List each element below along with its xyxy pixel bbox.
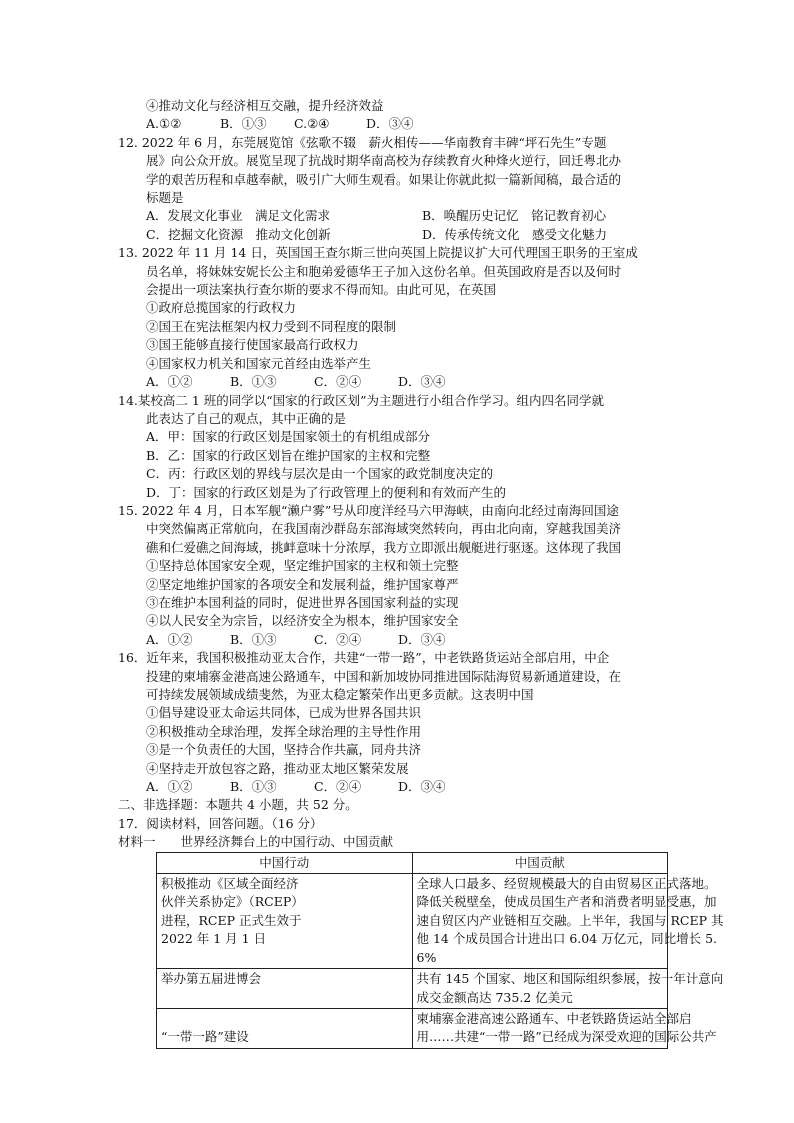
q14-option-b: B．乙：国家的行政区划旨在维护国家的主权和完整 (146, 447, 431, 463)
table-cell-contribution (412, 874, 724, 969)
cell-line: 进程，RCEP 正式生效于 (161, 912, 302, 928)
q13-option-b: B．①③ (230, 374, 277, 390)
q15-options (118, 631, 678, 649)
cell-line: 他 14 个成员国合计进出口 6.04 万亿元，同比增长 5. (416, 931, 718, 947)
q14-option-d: D．丁：国家的行政区划是为了行政管理上的便利和有效而产生的 (146, 484, 507, 500)
question-13 (118, 244, 678, 391)
q15-line: 15. 2022 年 4 月，日本军舰“濑户雾”号从印度洋经马六甲海峡，由南向北经过南海回国途 (118, 502, 619, 518)
q15-item-4: ④以人民安全为宗旨，以经济安全为根本，维护国家安全 (146, 613, 459, 629)
cell-line: 6% (416, 949, 437, 965)
cell-line: 2022 年 1 月 1 日 (161, 931, 267, 947)
q16-item-4: ④坚持走开放包容之路，推动亚太地区繁荣发展 (146, 760, 409, 776)
cell-line: “一带一路”建设 (161, 1029, 249, 1045)
q12-line: 学的艰苦历程和卓越奉献，吸引广大师生观看。如果让你就此拟一篇新闻稿，最合适的 (146, 171, 622, 187)
cell-line: 柬埔寨金港高速公路通车、中老铁路货运站全部启 (416, 1010, 692, 1026)
q13-option-a: A．①② (146, 374, 193, 390)
q11-option-c: C.②④ (294, 116, 330, 132)
q14-line: 14.某校高二 1 班的同学以“国家的行政区划”为主题进行小组合作学习。组内四名同学就 (118, 392, 605, 408)
q13-line: 13. 2022 年 11 月 14 日，英国国王查尔斯三世向英国上院提议扩大可代理国王职务的王室成 (118, 245, 638, 261)
q16-item-1: ①倡导建设亚太命运共同体，已成为世界各国共识 (146, 705, 422, 721)
table-row (157, 1008, 668, 1048)
q12-line: 展》向公众开放。展览呈现了抗战时期华南高校为存续教育火种烽火逆行，回迁粤北办 (146, 153, 622, 169)
cell-line: 降低关税壁垒，使成员国生产者和消费者明显受惠，加 (416, 894, 717, 910)
cell-line: 伙伴关系协定》（RCEP） (161, 894, 304, 910)
q12-option-a: A．发展文化事业 满足文化需求 (146, 208, 331, 224)
table-row (157, 969, 668, 1009)
q11-item-4: ④推动文化与经济相互交融，提升经济效益 (146, 98, 384, 113)
q15-option-d: D．③④ (398, 631, 446, 647)
table-cell-contribution (412, 1008, 717, 1048)
question-14 (118, 392, 678, 502)
cell-line: 速自贸区内产业链相互交融。上半年，我国与 RCEP 其 (416, 912, 724, 928)
question-17: 17．阅读材料，回答问题。（16 分） (118, 815, 323, 831)
cell-line: 积极推动《区域全面经济 (161, 876, 299, 892)
q13-item-3: ③国王能够直接行使国家最高行政权力 (146, 337, 359, 353)
material-1-title: 材料一 世界经济舞台上的中国行动、中国贡献 (118, 834, 394, 850)
q12-option-c: C．挖掘文化资源 推动文化创新 (146, 226, 331, 242)
q11-option-d: D．③④ (366, 116, 414, 132)
q14-option-a: A．甲：国家的行政区划是国家领土的有机组成部分 (146, 429, 431, 445)
q13-options (118, 373, 678, 391)
cell-line: 成交金额高达 735.2 亿美元 (416, 989, 573, 1005)
q15-option-a: A．①② (146, 631, 193, 647)
cell-line: 举办第五届进博会 (161, 971, 262, 987)
q15-item-3: ③在维护本国利益的同时，促进世界各国国家利益的实现 (146, 594, 459, 610)
q12-option-d: D．传承传统文化 感受文化魅力 (422, 226, 608, 242)
table-cell-action (157, 874, 413, 969)
q16-line: 可持续发展领域成绩斐然，为亚太稳定繁荣作出更多贡献。这表明中国 (146, 687, 534, 702)
q13-item-2: ②国王在宪法框架内权力受到不同程度的限制 (146, 318, 397, 334)
q12-options-row2 (118, 226, 678, 244)
q11-option-b: B．①③ (220, 116, 267, 132)
q16-option-b: B．①③ (230, 779, 277, 795)
q16-option-c: C．②④ (314, 779, 362, 795)
question-16 (118, 649, 678, 796)
question-12 (118, 134, 678, 244)
q15-option-b: B．①③ (230, 631, 277, 647)
q13-option-d: D．③④ (398, 374, 446, 390)
q16-option-a: A．①② (146, 779, 193, 795)
table-cell-contribution (412, 969, 724, 1009)
table-cell-action (157, 1008, 413, 1048)
q16-item-3: ③是一个负责任的大国，坚持合作共赢，同舟共济 (146, 742, 422, 758)
q15-line: 礁和仁爱礁之间海域，挑衅意味十分浓厚，我方立即派出舰艇进行驱逐。这体现了我国 (146, 539, 622, 555)
q12-line: 12. 2022 年 6 月，东莞展览馆《弦歌不辍 薪火相传——华南教育丰碑“坪石先生”专题 (118, 134, 607, 150)
q15-item-1: ①坚持总体国家安全观，坚定维护国家的主权和领土完整 (146, 558, 459, 574)
q11-option-a: A.①② (146, 116, 182, 132)
cell-line (161, 1010, 408, 1028)
section-2-title: 二、非选择题：本题共 4 小题，共 52 分。 (118, 797, 358, 813)
cell-line: 共有 145 个国家、地区和国际组织参展，按一年计意向 (416, 971, 724, 987)
cell-line: 全球人口最多、经贸规模最大的自由贸易区正式落地。 (416, 876, 717, 892)
q13-item-4: ④国家权力机关和国家元首经由选举产生 (146, 355, 372, 371)
table-cell-action (157, 969, 413, 1009)
q16-options (118, 778, 678, 796)
cell-line: 用……共建“一带一路”已经成为深受欢迎的国际公共产 (416, 1029, 717, 1045)
q15-option-c: C．②④ (314, 631, 362, 647)
q15-line: 中突然偏离正常航向，在我国南沙群岛东部海域突然转向，再由北向南，穿越我国美济 (146, 521, 622, 537)
q16-item-2: ②积极推动全球治理，发挥全球治理的主导性作用 (146, 723, 422, 739)
q16-option-d: D．③④ (398, 779, 446, 795)
q13-option-c: C．②④ (314, 374, 362, 390)
table-header-row (157, 852, 668, 873)
q15-item-2: ②坚定地维护国家的各项安全和发展利益，维护国家尊严 (146, 576, 459, 592)
q12-line: 标题是 (146, 190, 184, 206)
q11-options (118, 115, 678, 133)
table-header: 中国贡献 (412, 852, 668, 873)
q16-line: 投建的柬埔寨金港高速公路通车，中国和新加坡协同推进国际陆海贸易新通道建设，在 (146, 668, 622, 684)
exam-page (118, 97, 724, 1049)
table-row (157, 874, 668, 969)
q14-line: 此表达了自己的观点，其中正确的是 (146, 410, 347, 426)
q12-options-row1 (118, 207, 678, 225)
q16-line: 16．近年来，我国积极推动亚太合作，共建“一带一路”，中老铁路货运站全部启用，中企 (118, 650, 610, 666)
q13-line: 会提出一项法案执行查尔斯的要求不得而知。由此可见，在英国 (146, 282, 497, 298)
q13-item-1: ①政府总揽国家的行政权力 (146, 300, 297, 316)
q14-option-c: C．丙：行政区划的界线与层次是由一个国家的政党制度决定的 (146, 466, 494, 482)
table-header: 中国行动 (157, 852, 413, 873)
question-15 (118, 502, 678, 649)
q13-line: 员名单，将妹妹安妮长公主和胞弟爱德华王子加入这份名单。但英国政府是否以及何时 (146, 263, 622, 279)
q12-option-b: B．唤醒历史记忆 铭记教育初心 (422, 208, 607, 224)
material-1-table (156, 852, 724, 1049)
